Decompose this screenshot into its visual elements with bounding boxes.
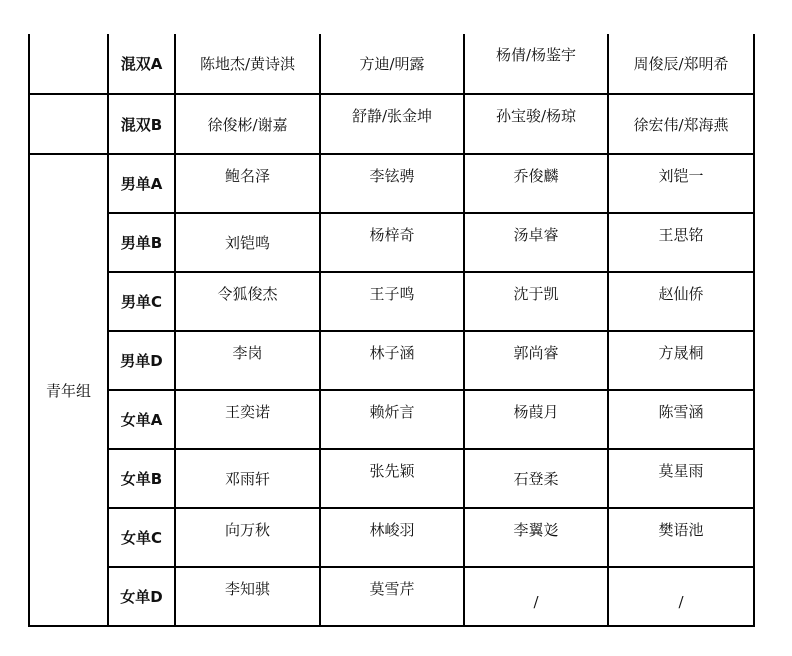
player-cell: 赖炘言 — [320, 390, 464, 449]
player-cell: 李翼彣 — [464, 508, 608, 567]
player-cell: 李铉骋 — [320, 154, 464, 213]
player-cell: 赵仙侨 — [608, 272, 754, 331]
player-cell: 沈于凯 — [464, 272, 608, 331]
player-cell: 徐俊彬/谢嘉 — [175, 94, 320, 154]
player-cell: 张先颖 — [320, 449, 464, 508]
category-cell: 混双B — [108, 94, 175, 154]
category-cell: 女单D — [108, 567, 175, 626]
player-cell: 杨葭月 — [464, 390, 608, 449]
player-cell-empty: / — [464, 567, 608, 626]
player-cell: 王奕诺 — [175, 390, 320, 449]
player-cell: 令狐俊杰 — [175, 272, 320, 331]
player-cell: 王思铭 — [608, 213, 754, 272]
player-cell: 林峻羽 — [320, 508, 464, 567]
table-row — [29, 449, 754, 508]
player-cell: 孙宝骏/杨琼 — [464, 94, 608, 154]
player-cell: 莫星雨 — [608, 449, 754, 508]
table-row — [29, 34, 754, 94]
category-cell: 混双A — [108, 34, 175, 94]
player-cell: 石登柔 — [464, 449, 608, 508]
player-cell: 李知骐 — [175, 567, 320, 626]
category-cell: 男单C — [108, 272, 175, 331]
player-cell-empty: / — [608, 567, 754, 626]
group-cell-continued — [29, 34, 108, 94]
player-cell: 陈地杰/黄诗淇 — [175, 34, 320, 94]
table-row — [29, 390, 754, 449]
player-cell: 刘铠鸣 — [175, 213, 320, 272]
player-cell: 王子鸣 — [320, 272, 464, 331]
player-cell: 杨梓奇 — [320, 213, 464, 272]
table-row — [29, 154, 754, 213]
player-cell: 周俊辰/郑明希 — [608, 34, 754, 94]
player-cell: 舒静/张金坤 — [320, 94, 464, 154]
table-row — [29, 331, 754, 390]
player-cell: 陈雪涵 — [608, 390, 754, 449]
table-row — [29, 272, 754, 331]
player-cell: 徐宏伟/郑海燕 — [608, 94, 754, 154]
category-cell: 男单A — [108, 154, 175, 213]
category-cell: 女单B — [108, 449, 175, 508]
player-cell: 林子涵 — [320, 331, 464, 390]
player-cell: 乔俊麟 — [464, 154, 608, 213]
player-cell: 杨倩/杨鉴宇 — [464, 34, 608, 94]
player-cell: 邓雨轩 — [175, 449, 320, 508]
category-cell: 女单C — [108, 508, 175, 567]
player-cell: 樊语池 — [608, 508, 754, 567]
table-row — [29, 213, 754, 272]
player-cell: 方晟桐 — [608, 331, 754, 390]
roster-table — [28, 34, 755, 627]
category-cell: 女单A — [108, 390, 175, 449]
group-cell: 青年组 — [29, 154, 108, 626]
category-cell: 男单B — [108, 213, 175, 272]
table-row — [29, 567, 754, 626]
player-cell: 郭尚睿 — [464, 331, 608, 390]
table-row — [29, 94, 754, 154]
player-cell: 汤卓睿 — [464, 213, 608, 272]
player-cell: 莫雪芹 — [320, 567, 464, 626]
group-cell-continued — [29, 94, 108, 154]
player-cell: 向万秋 — [175, 508, 320, 567]
player-cell: 刘铠一 — [608, 154, 754, 213]
table-row — [29, 508, 754, 567]
player-cell: 李岗 — [175, 331, 320, 390]
category-cell: 男单D — [108, 331, 175, 390]
player-cell: 鲍名泽 — [175, 154, 320, 213]
player-cell: 方迪/明露 — [320, 34, 464, 94]
